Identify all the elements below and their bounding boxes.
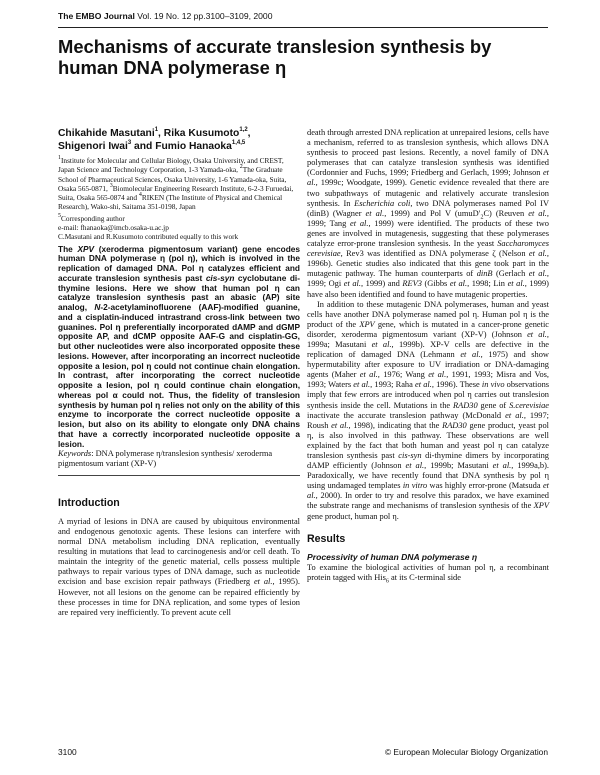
body-text: , 1999) and Pol V (umuD′ bbox=[384, 208, 481, 218]
italic-term: in vitro bbox=[402, 481, 428, 491]
citation-etal: et al. bbox=[460, 350, 481, 360]
equal-contribution-note: C.Masutani and R.Kusumoto contributed equally to this work bbox=[58, 232, 239, 242]
results-subheading: Processivity of human DNA polymerase η bbox=[307, 551, 478, 562]
affiliation-text: Biomolecular Engineering Research Institute, 6-2-3 Furuedai, Suita, Osaka 565-0874 and bbox=[58, 183, 294, 202]
email-address[interactable]: e-mail: fhanaoka@imcb.osaka-u.ac.jp bbox=[58, 223, 169, 233]
body-text: A myriad of lesions in DNA are caused by ubiquitous environmental and endogenous genotoxic agents. These lesions can interfere with normal DNA metabolism including DNA replication, eventually resulting in mutations that lead to carcinogenesis and/or cell death. To maintain the integrity of the genetic material, cells possess multiple pathways to repair various types of DNA damage, such as nucleotide excision and base excision repair pathways (Friedberg bbox=[58, 516, 300, 587]
body-text: gene of bbox=[477, 400, 510, 410]
body-text: , 1998; Lin bbox=[467, 279, 508, 289]
body-text: was highly error-prone (Matsuda bbox=[427, 481, 543, 491]
body-text: To examine the biological activities of human pol η, a recombinant protein tagged with His bbox=[307, 562, 549, 583]
body-text: , Rev3 was identified as DNA polymerase ζ (Nelson bbox=[340, 249, 529, 259]
body-text: , 1995). However, not all lesions on the genome can be repaired efficiently by these processes in time for DNA replication, and some types of lesion are repaired very inefficiently. To prevent acute cell bbox=[58, 577, 300, 617]
body-text: , 1999) have also been identified and found to have mutagenic properties. bbox=[307, 279, 549, 299]
citation-etal: et al. bbox=[505, 410, 524, 420]
corresponding-author-label: Corresponding author bbox=[61, 214, 125, 224]
citation-etal: et al. bbox=[405, 461, 425, 471]
correspondence bbox=[58, 214, 300, 241]
citation-etal: et al. bbox=[331, 420, 349, 430]
journal-citation bbox=[58, 11, 273, 21]
keywords-text: : DNA polymerase η/translesion synthesis/ xeroderma pigmentosum variant (XP-V) bbox=[58, 449, 273, 469]
body-text: In addition to these mutagenic DNA polymerases, human and yeast cells have another DNA polymerase named pol η. Human pol η is the product of the bbox=[307, 299, 549, 329]
citation-etal: et al. bbox=[527, 329, 547, 339]
citation-etal: et al. bbox=[528, 208, 547, 218]
citation-etal: et al. bbox=[359, 370, 378, 380]
body-text: (Gibbs bbox=[421, 279, 450, 289]
author-name: Rika Kusumoto bbox=[163, 128, 240, 139]
keywords-label: Keywords bbox=[58, 449, 92, 459]
keywords bbox=[58, 449, 300, 469]
species-name: Escherichia coli bbox=[354, 198, 411, 208]
body-text: gene, which is mutated in a cancer-prone genetic disorder, xeroderma pigmentosum variant (XP-V) (Johnson bbox=[307, 319, 549, 339]
body-text: , 1976; Wang bbox=[377, 370, 429, 380]
page-number: 3100 bbox=[58, 747, 77, 757]
body-text: , 1999c; Woodgate, 1999). Genetic evidence revealed that there are two subpathways of mutagenic and relatively accurate translesion synthesis. In bbox=[307, 178, 549, 208]
subscript: 6 bbox=[385, 578, 389, 585]
italic-term: cis-syn bbox=[205, 272, 235, 283]
citation-etal: et al. bbox=[253, 577, 273, 587]
affil-mark: 1 bbox=[58, 155, 61, 162]
citation-etal: et al. bbox=[428, 370, 447, 380]
gene-name: RAD30 bbox=[453, 400, 478, 410]
left-column bbox=[58, 128, 300, 618]
publisher-copyright: © European Molecular Biology Organization bbox=[384, 747, 548, 757]
volume-pages: Vol. 19 No. 12 pp.3100–3109, 2000 bbox=[137, 11, 273, 21]
citation-etal: et al. bbox=[350, 218, 369, 228]
author-name: Fumio Hanaoka bbox=[155, 140, 232, 152]
gene-name: RAD30 bbox=[442, 420, 467, 430]
body-text: , 1999; Ogi bbox=[307, 269, 550, 289]
results-heading: Results bbox=[307, 532, 346, 545]
species-name: S.cerevisiae bbox=[509, 400, 549, 410]
affiliation-text: RIKEN (The Institute of Physical and Chemical Research), Wako-shi, Saitama 351-0198, Japan bbox=[58, 192, 283, 211]
body-text: death through arrested DNA replication at unrepaired lesions, cells have a mechanism, referred to as translesion synthesis, which allows DNA synthesis to proceed past lesions. Recently, a novel family of DNA polymerases that can catalyze translesion synthesis was identified (Cordonnier and Fuchs, 1999; Friedberg and Gerlach, 1999; Johnson bbox=[307, 128, 549, 178]
body-text: observations imply that few errors are introduced when pol η carries out translesion synthesis inside the cell. Mutations in the bbox=[307, 380, 550, 410]
body-text: , 1998), indicating that the bbox=[348, 420, 443, 430]
abstract-text: -2-acetylaminofluorene (AAF)-modified guanine, and a cisplatin-induced intrastrand cross-link between two guanines. Pol η preferentially incorporated dAMP and dGMP opposite AP, and dCMP opposite AAF-G and cisplatin-GG, but other nucleotides were also incorporated opposite these lesions. However, after incorporating an incorrect nucleotide opposite a lesion, pol η could not continue chain elongation. In contrast, after incorporating the correct nucleotide opposite a lesion, pol η could continue chain elongation, whereas pol α could not. Thus, the fidelity of translesion synthesis by human pol η relies not only on the ability of this enzyme to incorporate the correct nucleotide opposite a lesion, but also on its ability to elongate only DNA chains that have a correctly incorporated nucleotide opposite a lesion. bbox=[58, 302, 300, 449]
citation-etal: et al. bbox=[449, 279, 468, 289]
body-text: at its C-terminal side bbox=[388, 573, 461, 583]
body-text: , 1999b). XP-V cells are defective in the replication of damaged DNA (Lehmann bbox=[307, 339, 549, 360]
body-text: , 1999a,b). Paradoxically, we have recently found that DNA synthesis by pol η using undamaged templates bbox=[307, 461, 549, 491]
affiliations bbox=[58, 156, 300, 211]
citation-etal: et al. bbox=[415, 380, 432, 390]
body-text: , two DNA polymerases named Pol IV (dinB) (Wagner bbox=[307, 198, 549, 218]
abstract-text: (xeroderma pigmentosum variant) gene encodes human DNA polymerase η (pol η), which is involved in the replication of damaged DNA. Pol η catalyzes efficient and accurate translesion synthesis past bbox=[58, 243, 301, 283]
journal-name: The EMBO Journal bbox=[58, 11, 135, 21]
species-name: Saccharomyces cerevisiae bbox=[307, 239, 549, 259]
citation-etal: et al. bbox=[307, 481, 549, 501]
right-column bbox=[307, 128, 549, 583]
author-name: Shigenori Iwai bbox=[58, 140, 128, 152]
citation-etal: et al. bbox=[528, 269, 547, 279]
body-text: , 1975) and show hypermutability after exposure to UV irradiation or DNA-damaging agents (Maher bbox=[307, 350, 549, 380]
subscript: 2 bbox=[480, 214, 484, 221]
author-affil-mark: 1,4,5 bbox=[231, 139, 246, 146]
body-text: , 1999) were identified. The products of these two genes are involved in mutagenesis, suggesting that these polymerases catalyze error-prone translesion synthesis. In the yeast bbox=[307, 218, 549, 249]
body-text: (Gerlach bbox=[492, 269, 529, 279]
author-affil-mark: 1,2 bbox=[239, 127, 248, 134]
body-text: gene product, yeast pol η, is also involved in this pathway. These observations are well explained by the fact that both human and yeast pol η can catalyze translesion synthesis past bbox=[307, 420, 549, 460]
abstract-text: cyclobutane di-thymine lesions. Here we show that human pol η can catalyze translesion synthesis past an abasic (AP) site analog, bbox=[58, 272, 300, 313]
body-text: C) (Reuven bbox=[483, 208, 529, 218]
citation-etal: et al. bbox=[365, 208, 385, 218]
intro-paragraph-2 bbox=[307, 300, 549, 522]
gene-name: XPV bbox=[77, 243, 95, 254]
title-line-2: human DNA polymerase η bbox=[58, 56, 287, 78]
citation-etal: et al. bbox=[528, 249, 547, 259]
author-conjunction: and bbox=[134, 140, 153, 152]
italic-term: in vivo bbox=[481, 380, 505, 390]
citation-etal: et al. bbox=[343, 279, 361, 289]
italic-term: cis-syn bbox=[398, 451, 422, 460]
affiliation-text: The Graduate School of Pharmaceutical Sciences, Osaka University, 1-6 Yamada-oka, Suita, Osaka 565-0871, bbox=[58, 165, 287, 193]
section-divider bbox=[58, 475, 300, 476]
citation-etal: et al. bbox=[371, 339, 392, 349]
affil-mark: 4 bbox=[138, 191, 142, 198]
body-text: , 1997; Roush bbox=[307, 410, 550, 430]
body-text: inactivate the accurate translesion pathway (McDonald bbox=[307, 410, 506, 420]
affil-mark: 3 bbox=[109, 182, 113, 189]
body-text: , 1999a; Masutani bbox=[307, 329, 549, 349]
gene-name: dinB bbox=[476, 269, 493, 279]
affil-mark: 2 bbox=[239, 164, 243, 171]
results-paragraph bbox=[307, 563, 549, 583]
introduction-paragraph bbox=[58, 517, 300, 619]
citation-etal: et al. bbox=[492, 461, 512, 471]
citation-etal: et al. bbox=[353, 380, 371, 390]
body-text: , 1991, 1993; Misra and Vos, 1993; Waters bbox=[307, 370, 549, 390]
body-text: , 1996). These bbox=[431, 380, 482, 390]
title-line-1: Mechanisms of accurate translesion synthesis by bbox=[58, 36, 492, 57]
gene-name: REV3 bbox=[402, 279, 422, 289]
body-text: , 2000). In order to try and resolve this paradox, we have examined the substrate range and mechanisms of translesion synthesis of the bbox=[307, 491, 549, 511]
running-header bbox=[58, 9, 548, 28]
abstract bbox=[58, 245, 300, 450]
affiliation-text: Institute for Molecular and Cellular Biology, Osaka University, and CREST, Japan Science and Technology Corporation, 1-3 Yamada-oka, bbox=[58, 156, 284, 175]
body-text: , 1996b). Genetic studies also indicated that this gene took part in the mutagenic pathway. The human counterparts of bbox=[307, 249, 549, 279]
body-text: , 1999b; Masutani bbox=[424, 461, 493, 471]
intro-continued-paragraph bbox=[307, 128, 549, 300]
affil-mark: 5 bbox=[58, 213, 61, 220]
body-text: , 1999) and bbox=[360, 279, 403, 289]
gene-name: XPV bbox=[533, 501, 549, 511]
body-text: di-thymine dimers by incorporating dAMP efficiently (Johnson bbox=[307, 451, 549, 471]
body-text: , 1999; Tang bbox=[307, 208, 549, 228]
citation-etal: et al. bbox=[307, 168, 549, 188]
italic-term: N bbox=[94, 302, 101, 313]
citation-etal: et al. bbox=[507, 279, 525, 289]
abstract-text: The bbox=[58, 243, 78, 254]
article-title bbox=[58, 37, 558, 78]
author-name: Chikahide Masutani bbox=[58, 128, 155, 139]
introduction-heading: Introduction bbox=[58, 497, 120, 510]
author-affil-mark: 1 bbox=[154, 127, 159, 134]
body-text: , 1993; Raha bbox=[370, 380, 415, 390]
body-text: gene product, human pol η. bbox=[307, 511, 399, 521]
author-list: Chikahide Masutani$^1$, Rika Kusumoto$^{1,2}$, Shigenori Iwai$^3$ and Fumio Hanaoka$^{1,4,5}$ bbox=[58, 127, 251, 152]
gene-name: XPV bbox=[359, 319, 375, 329]
author-affil-mark: 3 bbox=[127, 139, 132, 146]
